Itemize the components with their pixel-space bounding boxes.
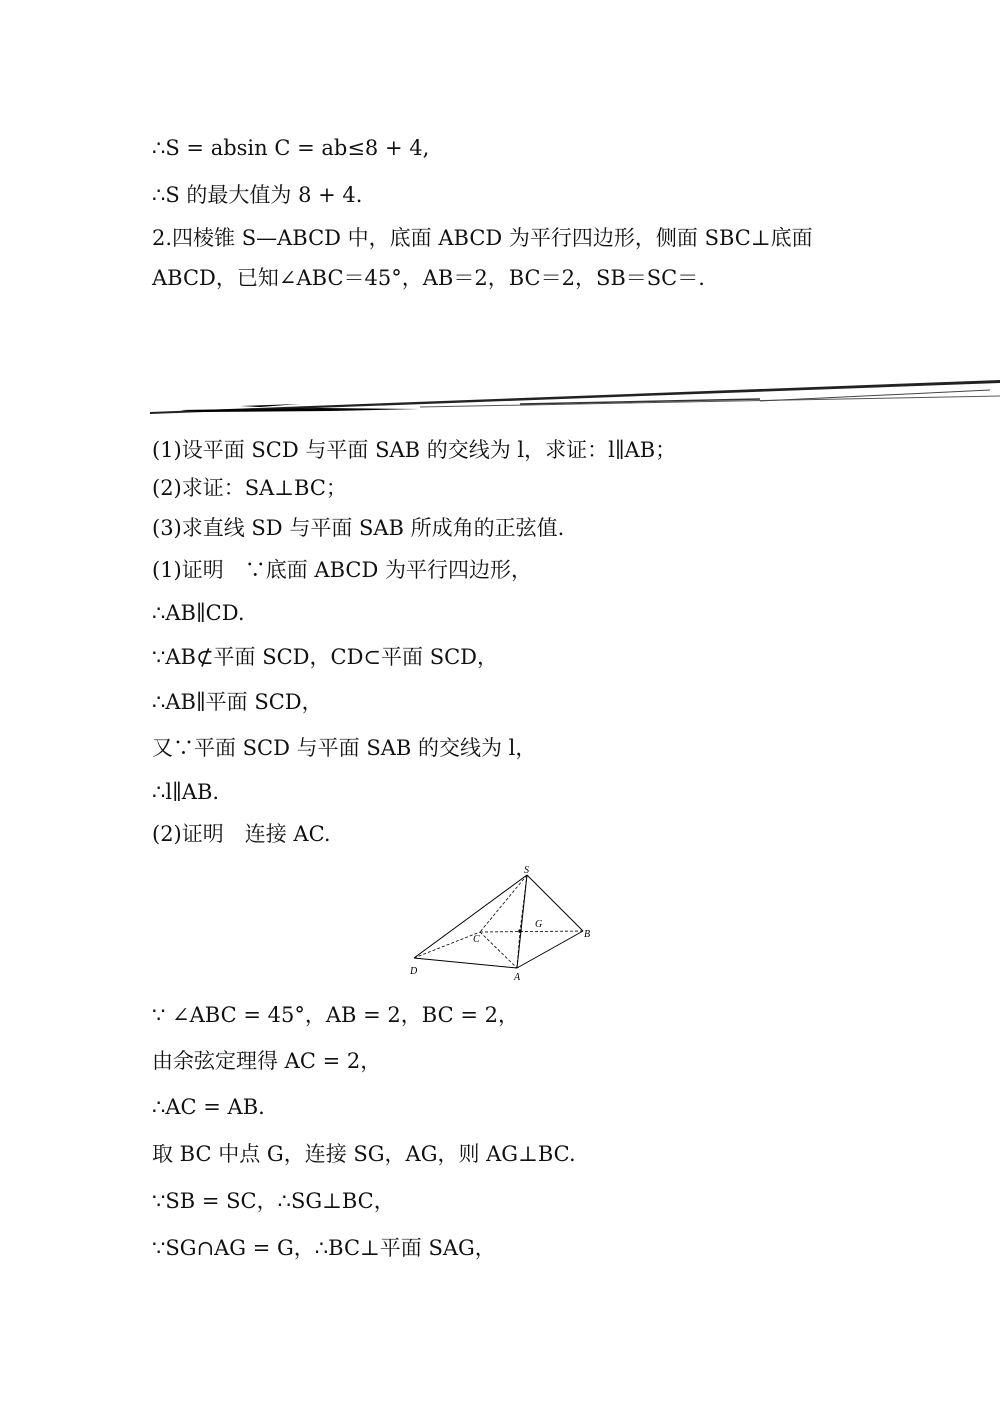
solution-line-1: ∴S = absin C = ab≤8 + 4, [152, 136, 430, 160]
proof2-line-5: ∵SB = SC，∴SG⊥BC， [152, 1189, 395, 1213]
proof-line-7: (2)证明 连接 AC. [152, 822, 331, 846]
label-d: D [410, 966, 418, 977]
proof2-line-1: ∵ ∠ABC = 45°，AB = 2，BC = 2， [152, 1003, 519, 1027]
label-s: S [524, 865, 529, 876]
question-2: (2)求证：SA⊥BC； [152, 476, 347, 500]
proof-line-3: ∵AB⊄平面 SCD，CD⊂平面 SCD， [152, 645, 498, 669]
question-1: (1)设平面 SCD 与平面 SAB 的交线为 l，求证：l∥AB； [152, 438, 677, 462]
proof-line-1: (1)证明 ∵底面 ABCD 为平行四边形， [152, 558, 532, 582]
label-c: C [473, 934, 480, 945]
proof-line-6: ∴l∥AB. [152, 780, 220, 804]
proof2-line-3: ∴AC = AB. [152, 1095, 265, 1119]
problem-statement-line-2: ABCD，已知∠ABC＝45°，AB＝2，BC＝2，SB＝SC＝. [152, 266, 705, 290]
question-3: (3)求直线 SD 与平面 SAB 所成角的正弦值. [152, 516, 565, 540]
proof-line-2: ∴AB∥CD. [152, 601, 245, 625]
pyramid-figure [400, 862, 600, 987]
proof-line-5: 又∵平面 SCD 与平面 SAB 的交线为 l， [152, 736, 537, 760]
label-b: B [584, 929, 591, 940]
label-a: A [514, 972, 521, 983]
label-g: G [535, 919, 543, 930]
proof-line-4: ∴AB∥平面 SCD， [152, 690, 323, 714]
problem-statement-line-1: 2.四棱锥 S—ABCD 中，底面 ABCD 为平行四边形，侧面 SBC⊥底面 [152, 226, 813, 250]
proof2-line-2: 由余弦定理得 AC = 2， [152, 1049, 382, 1073]
proof2-line-4: 取 BC 中点 G，连接 SG，AG，则 AG⊥BC. [152, 1142, 576, 1166]
solution-line-2: ∴S 的最大值为 8 + 4. [152, 183, 363, 207]
decorative-divider [0, 370, 1000, 420]
proof2-line-6: ∵SG∩AG = G，∴BC⊥平面 SAG， [152, 1236, 496, 1260]
